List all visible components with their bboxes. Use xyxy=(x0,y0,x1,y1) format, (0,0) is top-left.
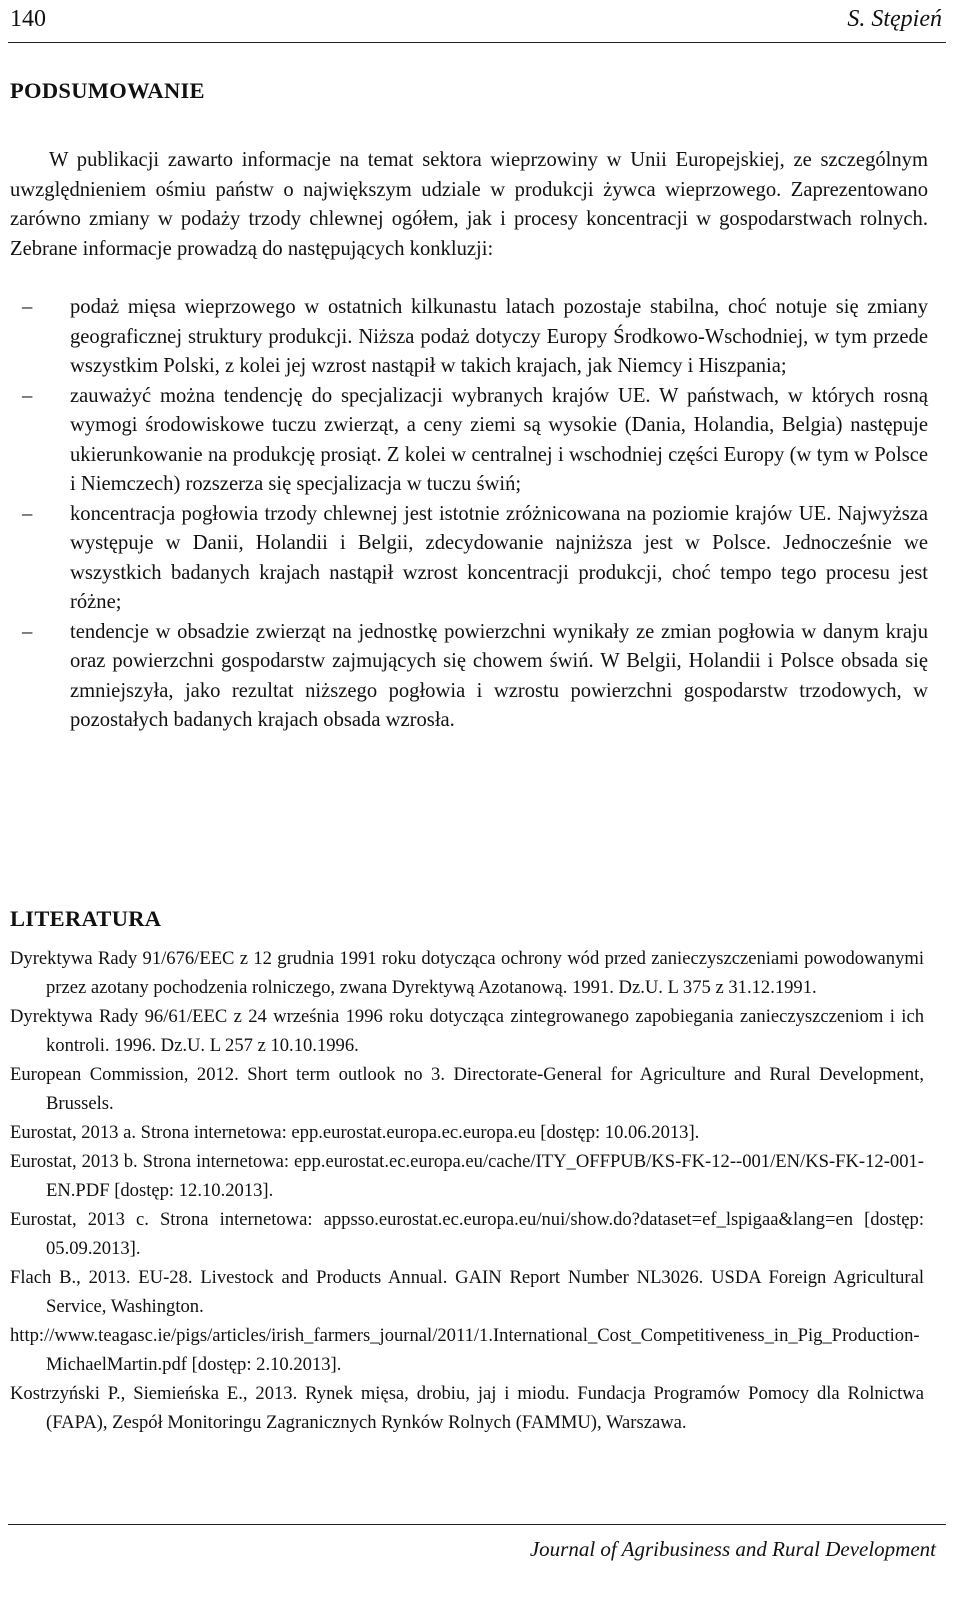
reference-item: Flach B., 2013. EU-28. Livestock and Products Annual. GAIN Report Number NL3026. USDA Foreign Agricultural Service, Washington. xyxy=(10,1267,924,1317)
conclusion-item xyxy=(10,500,928,618)
reference-item: Eurostat, 2013 c. Strona internetowa: appsso.eurostat.ec.europa.eu/nui/show.do?dataset=ef_​lspigaa&lang=en [dostęp: 05.09.2013]. xyxy=(10,1209,924,1259)
reference-item: Eurostat, 2013 b. Strona internetowa: epp.eurostat.ec.europa.eu/cache/ITY_OFFPUB/KS-FK-12-​-001/EN/KS-FK-12-001-EN.PDF [dostęp: 12.10.2013]. xyxy=(10,1151,924,1201)
literature-heading: LITERATURA xyxy=(10,906,162,931)
conclusion-item xyxy=(10,293,928,382)
journal-name: Journal of Agribusiness and Rural Development xyxy=(529,1537,936,1561)
reference-item: Dyrektywa Rady 96/61/EEC z 24 września 1996 roku dotycząca zintegrowanego zapobiegania zanieczyszczeniom i ich kontroli. 1996. Dz.U. L 257 z 10.10.1996. xyxy=(10,1006,924,1056)
dash-bullet: – xyxy=(22,296,33,318)
conclusion-item xyxy=(10,618,928,736)
page-footer xyxy=(8,1524,946,1561)
conclusion-text: podaż mięsa wieprzowego w ostatnich kilkunastu latach pozostaje stabilna, choć notuje się zmiany geograficznej struktury produkcji. Niższa podaż dotyczy Europy Środkowo-Wschodniej, w tym przede wszystkim Polski, z kolei jej wzrost nastąpił w takich krajach, jak Niemcy i Hiszpania; xyxy=(70,296,928,377)
dash-bullet: – xyxy=(22,384,33,407)
dash-bullet: – xyxy=(22,620,33,643)
conclusion-text: tendencje w obsadzie zwierząt na jednostkę powierzchni wynikały ze zmian pogłowia w danym kraju oraz powierzchni gospodarstw zajmujących się chowem świń. W Belgii, Holandii i Polsce obsada się zmniejszyła, jako rezultat niższego pogłowia i wzrostu powierzchni gospodarstw trzodowych, w pozostałych badanych krajach obsada wzrosła. xyxy=(70,620,928,731)
summary-intro-paragraph: W publikacji zawarto informacje na temat sektora wieprzowiny w Unii Europejskiej, ze szczególnym uwzględnieniem ośmiu państw o największym udziale w produkcji żywca wieprzowego. Zaprezentowano zarówno zmiany w podaży trzody chlewnej ogółem, jak i procesy koncentracji w gospodarstwach rolnych. Zebrane informacje prowadzą do następujących konkluzji: xyxy=(10,149,928,260)
reference-list xyxy=(10,944,924,1437)
page-number: 140 xyxy=(10,6,46,32)
reference-item: Eurostat, 2013 a. Strona internetowa: epp.eurostat.europa.ec.europa.eu [dostęp: 10.06.2013]. xyxy=(10,1122,700,1143)
page-header xyxy=(8,6,946,43)
conclusion-item xyxy=(10,382,928,500)
reference-item: European Commission, 2012. Short term outlook no 3. Directorate-General for Agriculture and Rural Development, Brussels. xyxy=(10,1064,924,1114)
conclusions-list xyxy=(10,293,928,736)
reference-item: http://www.teagasc.ie/pigs/articles/irish_farmers_journal/2011/1.International_Cost_Competitive​ness_in_Pig_Production-MichaelMartin.pdf [dostęp: 2.10.2013]. xyxy=(10,1325,920,1375)
conclusion-text: koncentracja pogłowia trzody chlewnej jest istotnie zróżnicowana na poziomie krajów UE. Najwyższa występuje w Danii, Holandii i Belgii, zdecydowanie najniższa jest w Polsce. Jednocześnie we wszystkich badanych krajach nastąpił wzrost koncentracji produkcji, choć tempo tego procesu jest różne; xyxy=(70,502,928,613)
summary-heading: PODSUMOWANIE xyxy=(10,78,205,103)
dash-bullet: – xyxy=(22,502,33,525)
reference-item: Dyrektywa Rady 91/676/EEC z 12 grudnia 1991 roku dotycząca ochrony wód przed zanieczyszczeniami powodowanymi przez azotany pochodzenia rolniczego, zwana Dyrektywą Azotanową. 1991. Dz.U. L 375 z 31.12.1991. xyxy=(10,948,924,998)
conclusion-text: zauważyć można tendencję do specjalizacji wybranych krajów UE. W państwach, w których rosną wymogi środowiskowe tuczu zwierząt, a ceny ziemi są wysokie (Dania, Holandia, Belgia) następuje ukierunkowanie na produkcję prosiąt. Z kolei w centralnej i wschodniej części Europy (w tym w Polsce i Niemczech) rozszerza się specjalizacja w tuczu świń; xyxy=(70,384,928,495)
reference-item: Kostrzyński P., Siemieńska E., 2013. Rynek mięsa, drobiu, jaj i miodu. Fundacja Programów Pomocy dla Rolnictwa (FAPA), Zespół Monitoringu Zagranicznych Rynków Rolnych (FAMMU), Warszawa. xyxy=(10,1383,924,1433)
running-head-author: S. Stępień xyxy=(847,6,942,32)
